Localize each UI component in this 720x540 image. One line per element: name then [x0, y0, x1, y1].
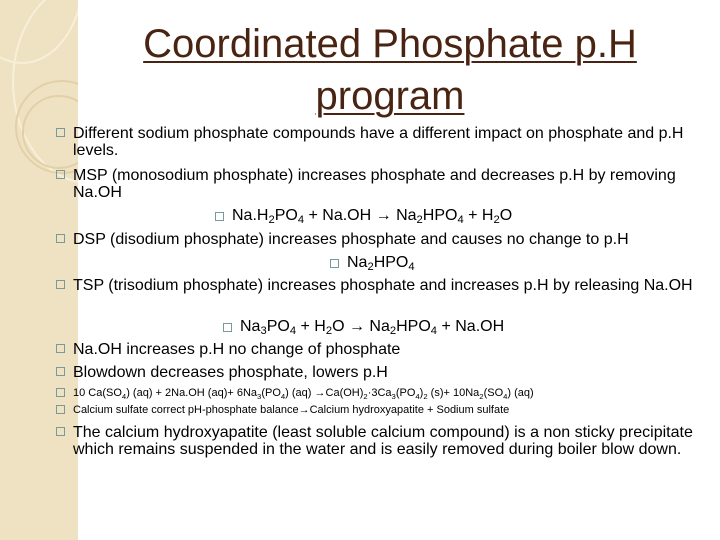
- bullet-text: TSP (trisodium phosphate) increases phosphate and increases p.H by releasing Na.OH: [73, 277, 693, 294]
- bullet-square-icon: [56, 344, 65, 353]
- bullet-item: [73, 424, 713, 458]
- equation-dsp: [330, 254, 415, 271]
- equation-part: 4: [289, 325, 297, 337]
- equation-part: HPO: [373, 254, 409, 271]
- equation-part: + H: [296, 318, 326, 335]
- equation-part: 4: [121, 392, 127, 401]
- equation-part: 4: [280, 392, 286, 401]
- bullet-item-caption: [73, 403, 713, 417]
- equation-part: PO: [266, 318, 290, 335]
- equation-part: 4: [415, 392, 420, 401]
- equation-part: ): [419, 387, 424, 399]
- equation-part: ) (aq) + 2Na.OH (aq)+ 6Na: [126, 387, 258, 399]
- equation-part: 2: [389, 325, 397, 337]
- equation-part: 2: [325, 325, 333, 337]
- equation-part: 4: [297, 214, 305, 226]
- bullet-text: Blowdown decreases phosphate, lowers p.H: [73, 364, 388, 381]
- equation-part: 2: [479, 392, 484, 401]
- bullet-text: MSP (monosodium phosphate) increases phosphate and decreases p.H by removing Na.OH: [73, 167, 676, 201]
- bullet-item: [73, 231, 713, 248]
- equation-part: O: [499, 207, 513, 224]
- bullet-text: The calcium hydroxyapatite (least soluble calcium compound) is a non sticky precipitate which remains suspended in the water and is easily removed during boiler blow down.: [73, 424, 693, 458]
- equation-part: 10 Ca(SO: [73, 387, 122, 399]
- slide-title: Coordinated Phosphate p.H program: [143, 22, 637, 118]
- bullet-square-icon: [56, 234, 65, 243]
- equation-part: 3: [391, 392, 396, 401]
- bullet-square-icon: [56, 405, 65, 414]
- equation-part: HPO: [396, 318, 431, 335]
- bullet-square-icon: [330, 259, 339, 268]
- bullet-square-icon: [223, 323, 232, 332]
- equation-part: 2: [416, 214, 423, 226]
- equation-part: 3: [257, 392, 262, 401]
- equation-part: ) (aq) →Ca(OH): [285, 387, 364, 399]
- equation-part: (SO: [483, 387, 504, 399]
- equation-part: 3: [260, 325, 267, 337]
- equation-msp: [215, 207, 512, 224]
- bullet-text: Na.OH increases p.H no change of phosphate: [73, 341, 401, 358]
- equation-part: 4: [457, 214, 464, 226]
- equation-part: 2: [363, 392, 368, 401]
- equation-part: + H: [463, 207, 494, 224]
- bullet-text: Calcium sulfate correct pH-phosphate balance→Calcium hydroxyapatite + Sodium sulfate: [73, 404, 510, 416]
- bullet-square-icon: [56, 128, 65, 137]
- decorative-sidebar: [0, 0, 78, 540]
- bullet-item-reaction: [73, 386, 713, 400]
- bullet-item: [73, 125, 713, 159]
- equation-part: O → Na: [332, 318, 390, 335]
- equation-tsp: [223, 318, 504, 335]
- equation-part: (PO: [261, 387, 281, 399]
- equation-part: 2: [423, 392, 428, 401]
- equation-part: 4: [430, 325, 438, 337]
- equation-part: 4: [408, 261, 415, 273]
- bullet-text: DSP (disodium phosphate) increases phosphate and causes no change to p.H: [73, 231, 629, 248]
- equation-part: 4: [503, 392, 508, 401]
- bullet-item: [73, 167, 713, 201]
- equation-part: (s)+ 10Na: [427, 387, 480, 399]
- bullet-square-icon: [56, 388, 65, 397]
- equation-part: 2: [367, 261, 374, 273]
- equation-part: Na: [240, 318, 261, 335]
- bullet-text: Different sodium phosphate compounds have a different impact on phosphate and p.H levels.: [73, 125, 684, 159]
- bullet-square-icon: [56, 367, 65, 376]
- equation-part: 2: [493, 214, 500, 226]
- equation-part: PO: [274, 207, 298, 224]
- equation-part: Na.H: [232, 207, 269, 224]
- equation-part: HPO: [422, 207, 458, 224]
- equation-part: ) (aq): [507, 387, 534, 399]
- equation-part: (PO: [395, 387, 416, 399]
- bullet-square-icon: [56, 170, 65, 179]
- equation-part: + Na.OH → Na: [304, 207, 417, 224]
- bullet-item: [73, 341, 713, 358]
- bullet-square-icon: [56, 280, 65, 289]
- bullet-item: [73, 277, 713, 294]
- bullet-square-icon: [56, 427, 65, 436]
- equation-part: Na: [347, 254, 368, 271]
- equation-part: ·3Ca: [367, 387, 392, 399]
- equation-part: + Na.OH: [437, 318, 505, 335]
- bullet-square-icon: [215, 212, 224, 221]
- bullet-item: [73, 364, 713, 381]
- equation-part: 2: [268, 214, 275, 226]
